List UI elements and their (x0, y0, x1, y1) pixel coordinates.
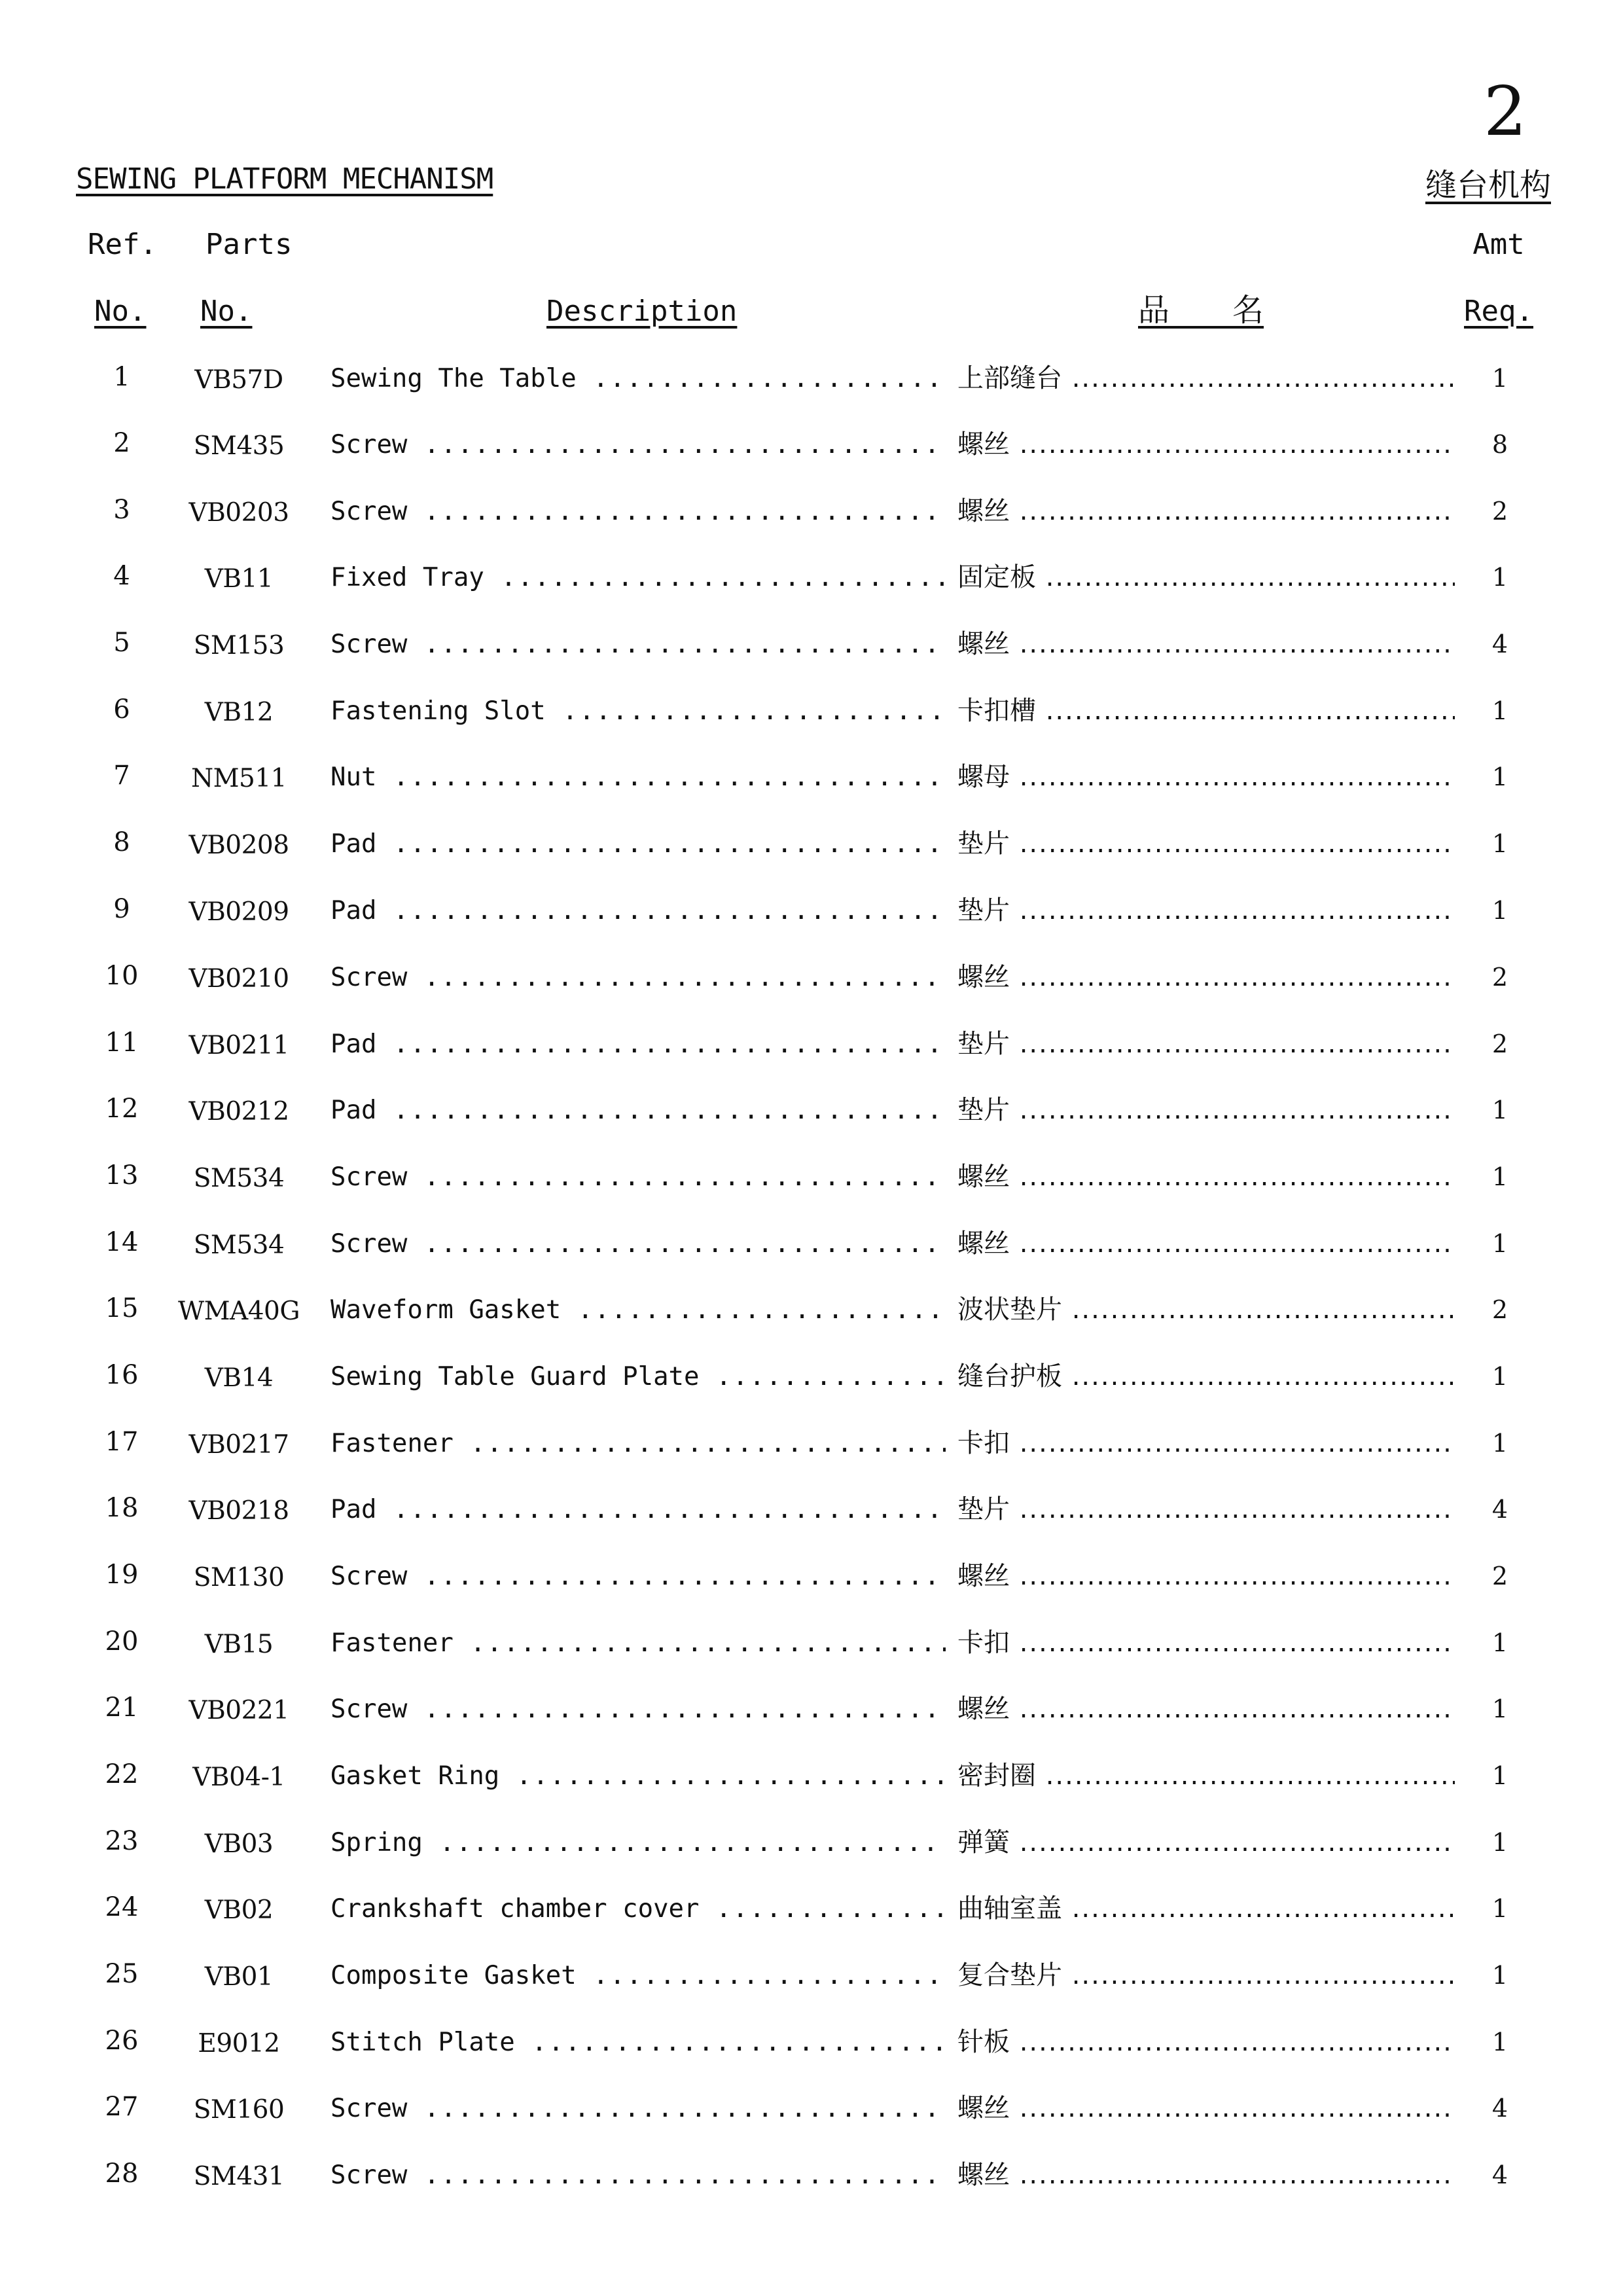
ref-number: 23 (105, 1826, 139, 1856)
part-description: Crankshaft chamber cover ..... (330, 1894, 946, 1925)
amount-required: 2 (1491, 1562, 1508, 1590)
amount-required: 1 (1491, 1761, 1508, 1790)
part-name-chinese: 螺丝 ..... (957, 429, 1455, 460)
part-name-chinese: 螺丝 ..... (957, 1161, 1455, 1193)
part-name-chinese: 螺丝 ..... (957, 628, 1455, 660)
part-name-chinese: 螺丝 ..... (957, 495, 1455, 527)
ref-number: 11 (105, 1028, 139, 1058)
part-name-chinese: 螺丝 ..... (957, 961, 1455, 993)
ref-number: 4 (113, 561, 130, 591)
part-name-chinese: 螺丝 ..... (957, 2159, 1455, 2191)
part-name-chinese: 垫片 ..... (957, 828, 1455, 859)
parts-row (0, 1426, 1623, 1465)
ref-number: 9 (113, 894, 130, 924)
header-description: Description (546, 295, 738, 328)
parts-row (0, 2091, 1623, 2130)
ref-number: 25 (105, 1959, 139, 1989)
parts-row (0, 1093, 1623, 1132)
part-number: VB02 (204, 1895, 274, 1925)
parts-row (0, 1958, 1623, 1998)
part-number: VB0218 (188, 1496, 289, 1526)
part-description: Spring ..... (330, 1828, 946, 1859)
ref-number: 19 (105, 1560, 139, 1590)
part-number: VB11 (204, 564, 274, 594)
parts-row (0, 494, 1623, 533)
ref-number: 22 (105, 1759, 139, 1789)
ref-number: 27 (105, 2092, 139, 2122)
amount-required: 2 (1491, 1295, 1508, 1324)
part-name-chinese: 固定板 ..... (957, 562, 1455, 593)
parts-row (0, 1027, 1623, 1066)
ref-number: 15 (105, 1293, 139, 1323)
part-number: SM130 (193, 1563, 285, 1592)
part-description: Screw ..... (330, 1562, 946, 1592)
part-description: Sewing The Table ..... (330, 364, 946, 395)
header-part-no: No. (200, 295, 253, 328)
part-name-chinese: 卡扣槽 ..... (957, 695, 1455, 726)
parts-row (0, 694, 1623, 733)
part-name-chinese: 卡扣 ..... (957, 1427, 1455, 1459)
part-name-chinese: 垫片 ..... (957, 1494, 1455, 1525)
header-parts: Parts (205, 228, 293, 261)
amount-required: 1 (1491, 1695, 1508, 1723)
part-name-chinese: 垫片 ..... (957, 895, 1455, 926)
parts-row (0, 361, 1623, 401)
amount-required: 1 (1491, 1828, 1508, 1857)
part-description: Screw ..... (330, 2161, 946, 2191)
part-description: Screw ..... (330, 1229, 946, 1260)
part-name-chinese: 针板 ..... (957, 2026, 1455, 2058)
parts-row (0, 560, 1623, 600)
part-description: Pad ..... (330, 1096, 946, 1126)
amount-required: 4 (1491, 630, 1508, 658)
parts-row (0, 1359, 1623, 1399)
amount-required: 1 (1491, 2028, 1508, 2056)
header-ref-no: No. (94, 295, 147, 328)
page-title-english: SEWING PLATFORM MECHANISM (76, 162, 493, 196)
part-number: VB0209 (188, 897, 289, 927)
amount-required: 1 (1491, 1362, 1508, 1391)
ref-number: 26 (105, 2026, 139, 2056)
part-number: VB14 (204, 1363, 274, 1393)
part-number: SM534 (193, 1164, 285, 1193)
part-description: Gasket Ring ..... (330, 1761, 946, 1792)
part-number: SM534 (193, 1230, 285, 1260)
parts-row (0, 827, 1623, 866)
ref-number: 13 (105, 1160, 139, 1191)
part-number: E9012 (198, 2029, 280, 2058)
part-number: WMA40G (178, 1297, 300, 1326)
part-number: VB57D (194, 365, 283, 395)
amount-required: 1 (1491, 896, 1508, 925)
amount-required: 1 (1491, 1162, 1508, 1191)
parts-row (0, 2158, 1623, 2197)
part-number: NM511 (191, 764, 287, 793)
ref-number: 7 (113, 761, 130, 791)
ref-number: 16 (105, 1360, 139, 1390)
amount-required: 2 (1491, 1030, 1508, 1058)
part-name-chinese: 密封圈 ..... (957, 1760, 1455, 1791)
part-number: VB0208 (188, 831, 289, 860)
part-description: Fastening Slot ..... (330, 696, 946, 727)
part-name-chinese: 螺丝 ..... (957, 1560, 1455, 1592)
parts-row (0, 1160, 1623, 1199)
header-ref: Ref. (88, 228, 157, 261)
amount-required: 4 (1491, 2094, 1508, 2123)
amount-required: 1 (1491, 1096, 1508, 1124)
amount-required: 1 (1491, 1628, 1508, 1657)
part-description: Composite Gasket ..... (330, 1961, 946, 1992)
part-description: Fastener ..... (330, 1429, 946, 1460)
amount-required: 1 (1491, 762, 1508, 791)
part-number: VB0212 (188, 1097, 289, 1126)
parts-row (0, 1692, 1623, 1731)
part-description: Screw ..... (330, 963, 946, 994)
part-description: Nut ..... (330, 762, 946, 793)
parts-row (0, 1227, 1623, 1266)
parts-row (0, 1559, 1623, 1598)
part-description: Fastener ..... (330, 1628, 946, 1659)
parts-row (0, 1626, 1623, 1665)
part-name-chinese: 弹簧 ..... (957, 1827, 1455, 1858)
part-name-chinese: 垫片 ..... (957, 1028, 1455, 1060)
part-number: SM435 (193, 431, 285, 461)
part-description: Fixed Tray ..... (330, 563, 946, 594)
amount-required: 8 (1491, 430, 1508, 459)
part-number: VB0210 (188, 964, 289, 994)
header-chinese-name: 品 名 (1137, 292, 1264, 329)
part-description: Pad ..... (330, 896, 946, 927)
part-name-chinese: 螺母 ..... (957, 761, 1455, 793)
amount-required: 1 (1491, 364, 1508, 393)
header-req: Req. (1464, 295, 1533, 328)
part-description: Screw ..... (330, 1695, 946, 1725)
parts-row (0, 1492, 1623, 1532)
parts-row (0, 427, 1623, 467)
parts-row (0, 893, 1623, 933)
ref-number: 28 (105, 2159, 139, 2189)
ref-number: 1 (113, 362, 130, 392)
amount-required: 1 (1491, 1961, 1508, 1990)
ref-number: 14 (105, 1227, 139, 1257)
part-name-chinese: 螺丝 ..... (957, 1228, 1455, 1259)
ref-number: 12 (105, 1094, 139, 1124)
ref-number: 8 (113, 827, 130, 857)
part-number: VB0217 (188, 1430, 289, 1460)
parts-row (0, 1759, 1623, 1798)
ref-number: 20 (105, 1626, 139, 1657)
amount-required: 1 (1491, 1894, 1508, 1923)
part-number: VB0211 (188, 1031, 289, 1060)
part-description: Stitch Plate ..... (330, 2028, 946, 2058)
part-name-chinese: 上部缝台 ..... (957, 363, 1455, 394)
ref-number: 10 (105, 961, 139, 991)
parts-row (0, 1293, 1623, 1332)
part-number: SM153 (193, 631, 285, 660)
part-description: Screw ..... (330, 2094, 946, 2125)
part-description: Screw ..... (330, 1162, 946, 1193)
part-description: Pad ..... (330, 1030, 946, 1060)
ref-number: 3 (113, 495, 130, 525)
part-number: SM431 (193, 2162, 285, 2191)
amount-required: 4 (1491, 1495, 1508, 1524)
parts-row (0, 960, 1623, 999)
ref-number: 2 (113, 428, 130, 458)
parts-row (0, 760, 1623, 799)
part-name-chinese: 波状垫片 ..... (957, 1294, 1455, 1325)
amount-required: 1 (1491, 829, 1508, 858)
part-description: Sewing Table Guard Plate ..... (330, 1362, 946, 1393)
parts-row (0, 1892, 1623, 1931)
ref-number: 5 (113, 628, 130, 658)
part-name-chinese: 缝台护板 ..... (957, 1361, 1455, 1392)
part-number: VB0203 (188, 498, 289, 528)
amount-required: 4 (1491, 2161, 1508, 2189)
part-name-chinese: 卡扣 ..... (957, 1627, 1455, 1659)
part-number: VB0221 (188, 1696, 289, 1725)
amount-required: 1 (1491, 1429, 1508, 1458)
parts-row (0, 1825, 1623, 1865)
amount-required: 2 (1491, 963, 1508, 992)
ref-number: 21 (105, 1693, 139, 1723)
page-title-chinese: 缝台机构 (1425, 167, 1551, 204)
part-name-chinese: 复合垫片 ..... (957, 1960, 1455, 1991)
ref-number: 17 (105, 1427, 139, 1457)
header-amt: Amt (1472, 228, 1525, 261)
part-number: VB15 (204, 1630, 274, 1659)
amount-required: 1 (1491, 1229, 1508, 1258)
part-number: VB03 (204, 1829, 274, 1859)
amount-required: 1 (1491, 563, 1508, 592)
part-number: VB12 (204, 698, 274, 727)
ref-number: 24 (105, 1892, 139, 1922)
part-name-chinese: 螺丝 ..... (957, 1693, 1455, 1725)
part-description: Pad ..... (330, 829, 946, 860)
parts-row (0, 2025, 1623, 2064)
part-description: Screw ..... (330, 630, 946, 660)
part-number: VB04-1 (192, 1763, 285, 1792)
part-description: Pad ..... (330, 1495, 946, 1526)
ref-number: 18 (105, 1493, 139, 1523)
part-number: SM160 (193, 2095, 285, 2125)
amount-required: 1 (1491, 696, 1508, 725)
part-description: Waveform Gasket ..... (330, 1295, 946, 1326)
page-number: 2 (1483, 71, 1527, 151)
part-name-chinese: 曲轴室盖 ..... (957, 1893, 1455, 1924)
part-description: Screw ..... (330, 430, 946, 461)
amount-required: 2 (1491, 497, 1508, 526)
ref-number: 6 (113, 694, 130, 725)
parts-row (0, 627, 1623, 666)
part-name-chinese: 垫片 ..... (957, 1094, 1455, 1126)
part-description: Screw ..... (330, 497, 946, 528)
part-name-chinese: 螺丝 ..... (957, 2092, 1455, 2124)
part-number: VB01 (204, 1962, 274, 1992)
